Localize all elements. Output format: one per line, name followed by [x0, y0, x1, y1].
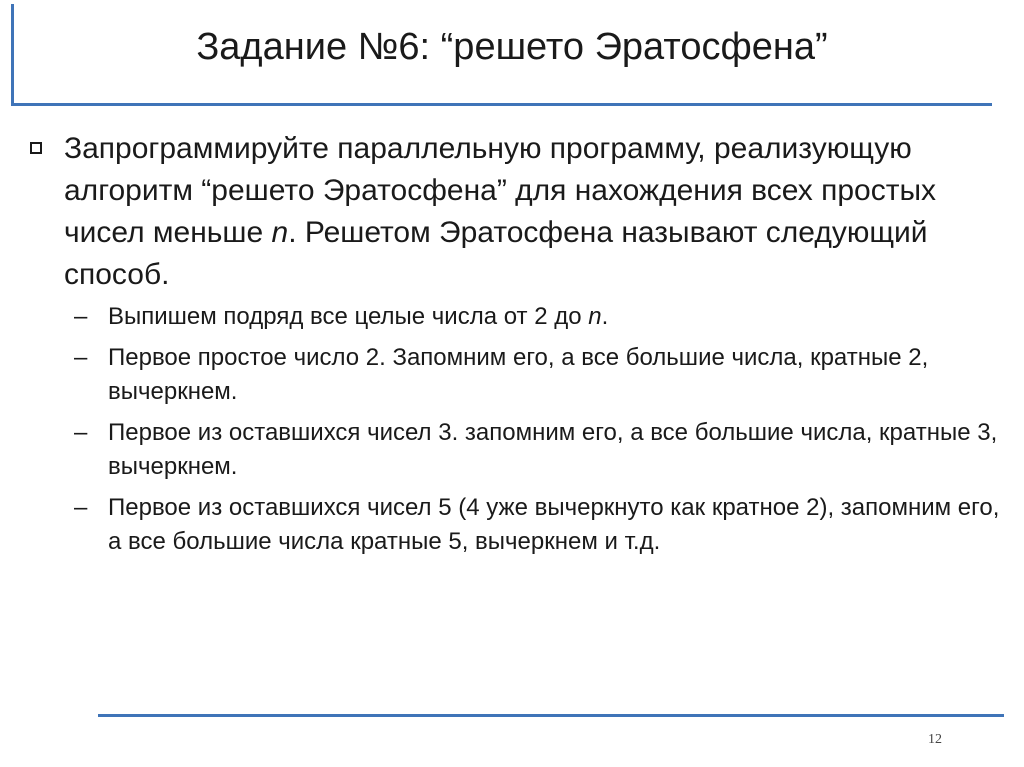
sub-bullet-item: [74, 341, 1015, 409]
sub-item-text-end: .: [601, 303, 609, 330]
dash-bullet-icon: –: [74, 419, 88, 446]
sub-item-italic: n: [588, 303, 602, 330]
page-number: 12: [928, 732, 942, 747]
sub-item-text: Первое из оставшихся чисел 5 (4 уже вычеркнуто как кратное 2), запомним его, а все большие числа кратные 5, вычеркнем и т.д.: [108, 494, 1000, 555]
sub-bullet-item: [74, 416, 1015, 484]
main-bullet: [30, 128, 1015, 296]
sub-item-text: Выпишем подряд все целые числа от 2 до: [108, 303, 589, 330]
dash-bullet-icon: –: [74, 494, 88, 521]
dash-bullet-icon: –: [74, 344, 88, 371]
main-bullet-text-end: . Решетом Эратосфена называют следующий способ.: [64, 216, 928, 291]
slide-title: Задание №6: “решето Эратосфена”: [196, 26, 828, 68]
sub-bullet-item: [74, 300, 1015, 334]
sub-bullet-item: [74, 491, 1015, 559]
sub-item-text: Первое простое число 2. Запомним его, а все большие числа, кратные 2, вычеркнем.: [108, 344, 929, 405]
main-bullet-text-start: Запрограммируйте параллельную программу, реализующую алгоритм “решето Эратосфена” для нахождения всех простых чисел меньше: [64, 132, 937, 249]
sub-item-text: Первое из оставшихся чисел 3. запомним его, а все большие числа, кратные 3, вычеркнем.: [108, 419, 998, 480]
main-bullet-n: n: [271, 216, 289, 249]
title-frame-horizontal-line: [11, 103, 992, 106]
sub-bullet-list: [30, 300, 1015, 559]
footer-divider-line: [98, 714, 1004, 717]
dash-bullet-icon: –: [74, 303, 88, 330]
slide-content: [30, 128, 1015, 566]
checkbox-bullet-icon: [30, 142, 42, 154]
